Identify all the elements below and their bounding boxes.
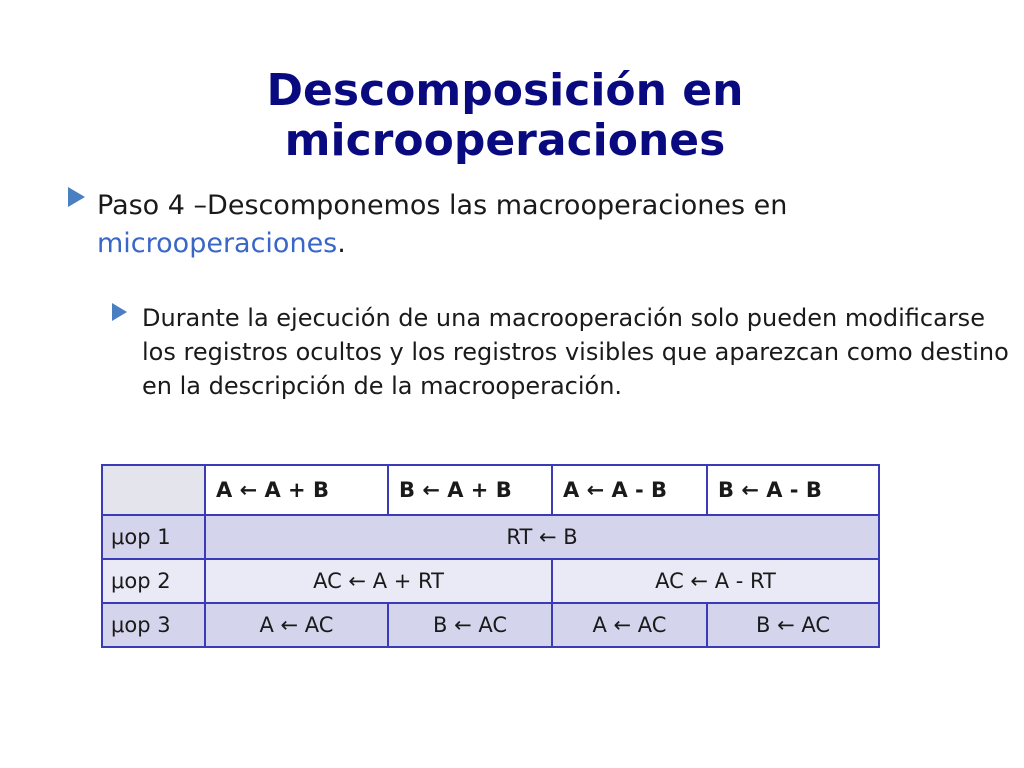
slide-title-line-2: microoperaciones	[284, 115, 726, 166]
table-cell: B ← AC	[388, 603, 552, 647]
microoperations-table	[101, 464, 880, 648]
table-row	[102, 559, 879, 603]
triangle-bullet-icon	[112, 303, 127, 321]
table-header-cell: A ← A + B	[205, 465, 388, 515]
table-header-cell: A ← A - B	[552, 465, 707, 515]
table-row	[102, 603, 879, 647]
microoperaciones-link[interactable]: microoperaciones	[97, 228, 338, 259]
table-cell: A ← AC	[205, 603, 388, 647]
table-cell: AC ← A + RT	[205, 559, 552, 603]
bullet-sub-note: Durante la ejecución de una macrooperación solo pueden modificarse los registros ocultos y los registros visibles que aparezcan como destino en la descripción de la macrooperación.	[142, 304, 1009, 400]
table-header-cell: B ← A + B	[388, 465, 552, 515]
row-label: μop 2	[102, 559, 205, 603]
slide-title-line-1: Descomposición en	[266, 65, 744, 116]
table-cell: AC ← A - RT	[552, 559, 879, 603]
table-header-row	[102, 465, 879, 515]
slide-title	[0, 66, 1010, 166]
bullet-step-4-end: .	[337, 228, 346, 259]
bullet-step-4	[97, 187, 1007, 263]
table-cell: RT ← B	[205, 515, 879, 559]
table-corner-cell	[102, 465, 205, 515]
table-cell: A ← AC	[552, 603, 707, 647]
triangle-bullet-icon	[68, 187, 85, 207]
table-header-cell: B ← A - B	[707, 465, 879, 515]
row-label: μop 3	[102, 603, 205, 647]
row-label: μop 1	[102, 515, 205, 559]
table-row	[102, 515, 879, 559]
bullet-step-4-text: Paso 4 –Descomponemos las macrooperaciones en	[97, 190, 788, 221]
table-cell: B ← AC	[707, 603, 879, 647]
